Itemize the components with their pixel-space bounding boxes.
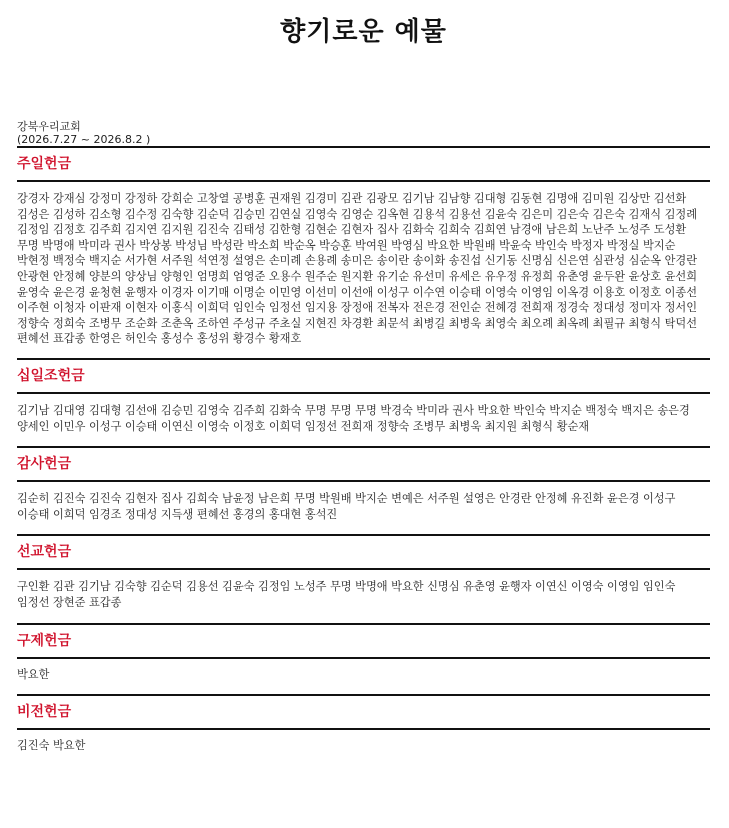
section-heading: 감사헌금 — [17, 456, 72, 473]
section-heading: 십일조헌금 — [17, 367, 85, 384]
page-title: 향기로운 예물 — [280, 17, 447, 47]
section-vision — [17, 696, 710, 754]
donor-list: 강경자 강재심 강정미 강정하 강희순 고창열 공병훈 권재원 김경미 김관 김광모 김기남 김남향 김대형 김동현 김명애 김미원 김상만 김선화 김성은 김성하 김소형 김수정 김숙향 김순덕 김승민 김연실 김영숙 김영순 김옥현 김용석 김용선 김윤숙 김은미 김은숙 김은숙 김재식 김정례 김정임 김정호 김주희 김지연 김지원 김진숙 김태성 김한형 김현순 김현자 집사 김화숙 김희숙 김희연 남경애 남은희 노난주 노성주 도성환 무명 박명애 박미라 권사 박상봉 박성님 박성란 박소희 박순옥 박승훈 박여원 박영심 박요한 박원배 박윤숙 박인숙 박정자 박정실 박지순 박현정 백정숙 백지순 서가현 서주원 석연정 설영은 손미례 손용례 송미은 송이란 송이화 송진섭 신기동 신명심 신은연 심관성 심순옥 안경란 안광현 안정혜 양분의 양상님 양형인 엄명희 엄영준 오용수 원주순 원지환 유기순 유선미 유세은 유우정 유정희 유춘영 윤두완 윤상호 윤선희 윤영숙 윤은경 윤청현 윤행자 이경자 이기매 이명순 이민영 이선미 이선애 이성구 이수연 이승태 이영숙 이영임 이옥경 이용호 이정호 이종선 이주현 이청자 이판재 이현자 이홍식 이희덕 임인숙 임정선 임지용 장정애 전복자 전은경 전인순 전혜경 전희재 정경숙 정대성 정미자 정서인 정향숙 정희숙 조병무 조순화 조춘옥 조하연 주성규 주초실 지현진 차경환 최문석 최병길 최병욱 최영숙 최오례 최옥례 최필규 최형식 탁덕선 편혜선 표갑종 한영은 허인숙 홍성수 홍성위 황경수 황재호 — [17, 192, 698, 346]
section-heading: 주일헌금 — [17, 156, 72, 172]
section-thanksgiving — [17, 448, 710, 534]
donor-list: 구인환 김관 김기남 김숙향 김순덕 김용선 김윤숙 김정임 노성주 무명 박명애 박요한 신명심 유춘영 윤행자 이연신 이영숙 이영임 임인숙 임정선 장현준 표갑종 — [17, 580, 676, 609]
section-tithe — [17, 360, 710, 446]
section-heading: 선교헌금 — [17, 544, 72, 561]
donor-list: 김기남 김대영 김대형 김선애 김승민 김영숙 김주희 김화숙 무명 무명 무명 박경숙 박미라 권사 박요한 박인숙 박지순 백정숙 백지은 송은경 양세인 이민우 이성구 이승태 이연신 이영숙 이정호 이희덕 임정선 전희재 정향숙 조병무 최병욱 최지원 최형식 황순재 — [17, 403, 690, 433]
section-relief — [17, 625, 710, 695]
section-heading: 구제헌금 — [17, 632, 72, 649]
date-range: (2026.7.27 ~ 2026.8.2 ) — [17, 133, 151, 146]
donor-list: 박요한 — [17, 667, 50, 681]
section-heading: 비전헌금 — [17, 704, 72, 721]
section-sunday-offering — [17, 148, 710, 358]
church-info — [17, 120, 710, 146]
section-mission — [17, 536, 710, 622]
offering-page — [17, 0, 710, 754]
church-name: 강북우리교회 — [17, 120, 81, 133]
donor-list: 김진숙 박요한 — [17, 739, 86, 753]
donor-list: 김순히 김진숙 김진숙 김현자 집사 김희숙 남윤정 남은희 무명 박원배 박지순 변예은 서주원 설영은 안경란 안정혜 유진화 윤은경 이성구 이승태 이희덕 임경조 정대성 지득생 편혜선 홍경의 홍대현 홍석진 — [17, 492, 676, 521]
